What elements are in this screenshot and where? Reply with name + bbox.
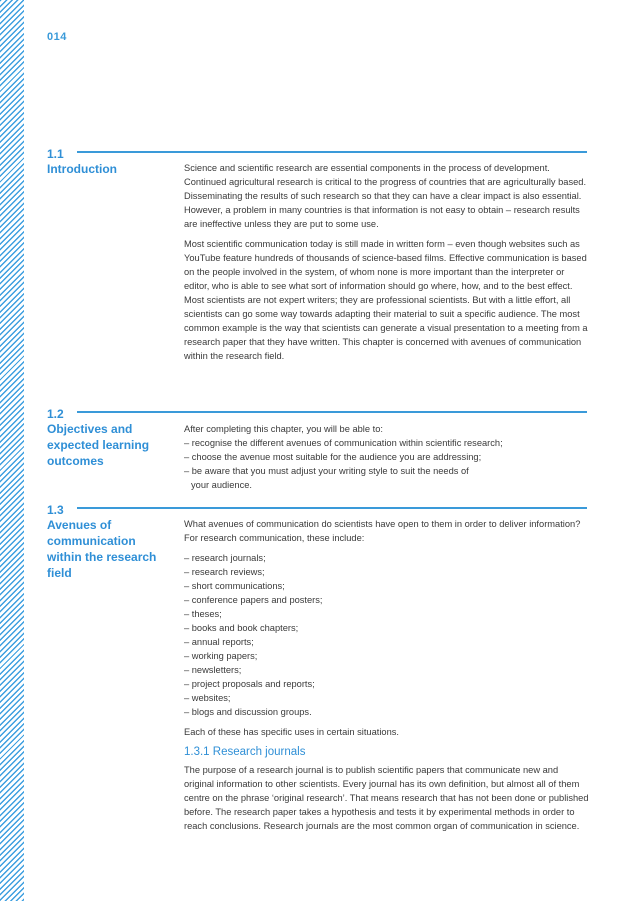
- section-number: 1.3: [47, 503, 64, 517]
- section-number: 1.2: [47, 407, 64, 421]
- objectives-list: [184, 436, 589, 492]
- section-body: [184, 422, 589, 498]
- intro-text: After completing this chapter, you will be able to:: [184, 424, 383, 434]
- section-divider: [77, 507, 587, 509]
- list-item: your audience.: [191, 480, 252, 490]
- section-title: Objectives and expected learning outcomes: [47, 422, 150, 468]
- list-item: – research journals;: [184, 553, 266, 563]
- list-item: – annual reports;: [184, 637, 254, 647]
- list-item: – recognise the different avenues of communication within scientific research;: [184, 438, 503, 448]
- section-introduction: [47, 145, 587, 395]
- section-objectives: [47, 405, 587, 495]
- intro-text: What avenues of communication do scientists have open to them in order to deliver information? For research communication, these include:: [184, 519, 581, 543]
- list-item: – working papers;: [184, 651, 258, 661]
- list-item: – theses;: [184, 609, 222, 619]
- section-header: [47, 145, 587, 159]
- outro-text: Each of these has specific uses in certain situations.: [184, 727, 399, 737]
- section-divider: [77, 151, 587, 153]
- list-item: – choose the avenue most suitable for the audience you are addressing;: [184, 452, 482, 462]
- list-item: – short communications;: [184, 581, 285, 591]
- list-item: – newsletters;: [184, 665, 242, 675]
- section-avenues: [47, 501, 587, 871]
- list-item: – websites;: [184, 693, 231, 703]
- paragraph: Science and scientific research are essential components in the process of development. Continued agricultural research is critical to the progress of countries that are agriculturally based. Disseminating the results of such research so that they can have a clear impact is also essential. However, a problem in many countries is that information is not easy to obtain – research results are ineffective unless they are put to some use.: [184, 163, 587, 229]
- paragraph: Most scientific communication today is still made in written form – even though websites such as YouTube feature hundreds of thousands of science-based films. Effective communication is based on the people involved in the system, of whom none is more important than the interpreter or editor, who is able to see what sort of information should go where, how, and to the best effect. Most scientists are not expert writers; they are professional scientists. But with a little effort, all scientists can go some way towards adapting their material to suit a specific audience. The most common example is the way that scientists can generate a visual presentation to a meeting from a research paper that they have written. This chapter is concerned with avenues of communication within the research field.: [184, 239, 588, 361]
- section-header: [47, 405, 587, 419]
- section-title: Introduction: [47, 162, 117, 176]
- list-item: – project proposals and reports;: [184, 679, 315, 689]
- subsection-paragraph: The purpose of a research journal is to publish scientific papers that communicate new and original information to other scientists. Every journal has its own definition, but almost all of them centre on the phrase ‘original research’. That means research that has not been done or published before. The research paper takes a hypothesis and tests it by experimental methods in order to reach conclusions. Research journals are the most common organ of communication in science.: [184, 765, 589, 831]
- subsection-title: 1.3.1 Research journals: [184, 746, 306, 758]
- list-item: – research reviews;: [184, 567, 265, 577]
- section-body: [184, 161, 589, 369]
- section-body: [184, 517, 589, 839]
- section-number: 1.1: [47, 147, 64, 161]
- list-item: – be aware that you must adjust your writing style to suit the needs of: [184, 466, 469, 476]
- section-divider: [77, 411, 587, 413]
- page-number: 014: [47, 31, 67, 43]
- list-item: – conference papers and posters;: [184, 595, 323, 605]
- list-item: – books and book chapters;: [184, 623, 299, 633]
- avenues-list: [184, 551, 589, 719]
- decorative-stripe: [0, 0, 24, 901]
- section-title: Avenues of communication within the research field: [47, 518, 157, 580]
- list-item: – blogs and discussion groups.: [184, 707, 312, 717]
- section-header: [47, 501, 587, 515]
